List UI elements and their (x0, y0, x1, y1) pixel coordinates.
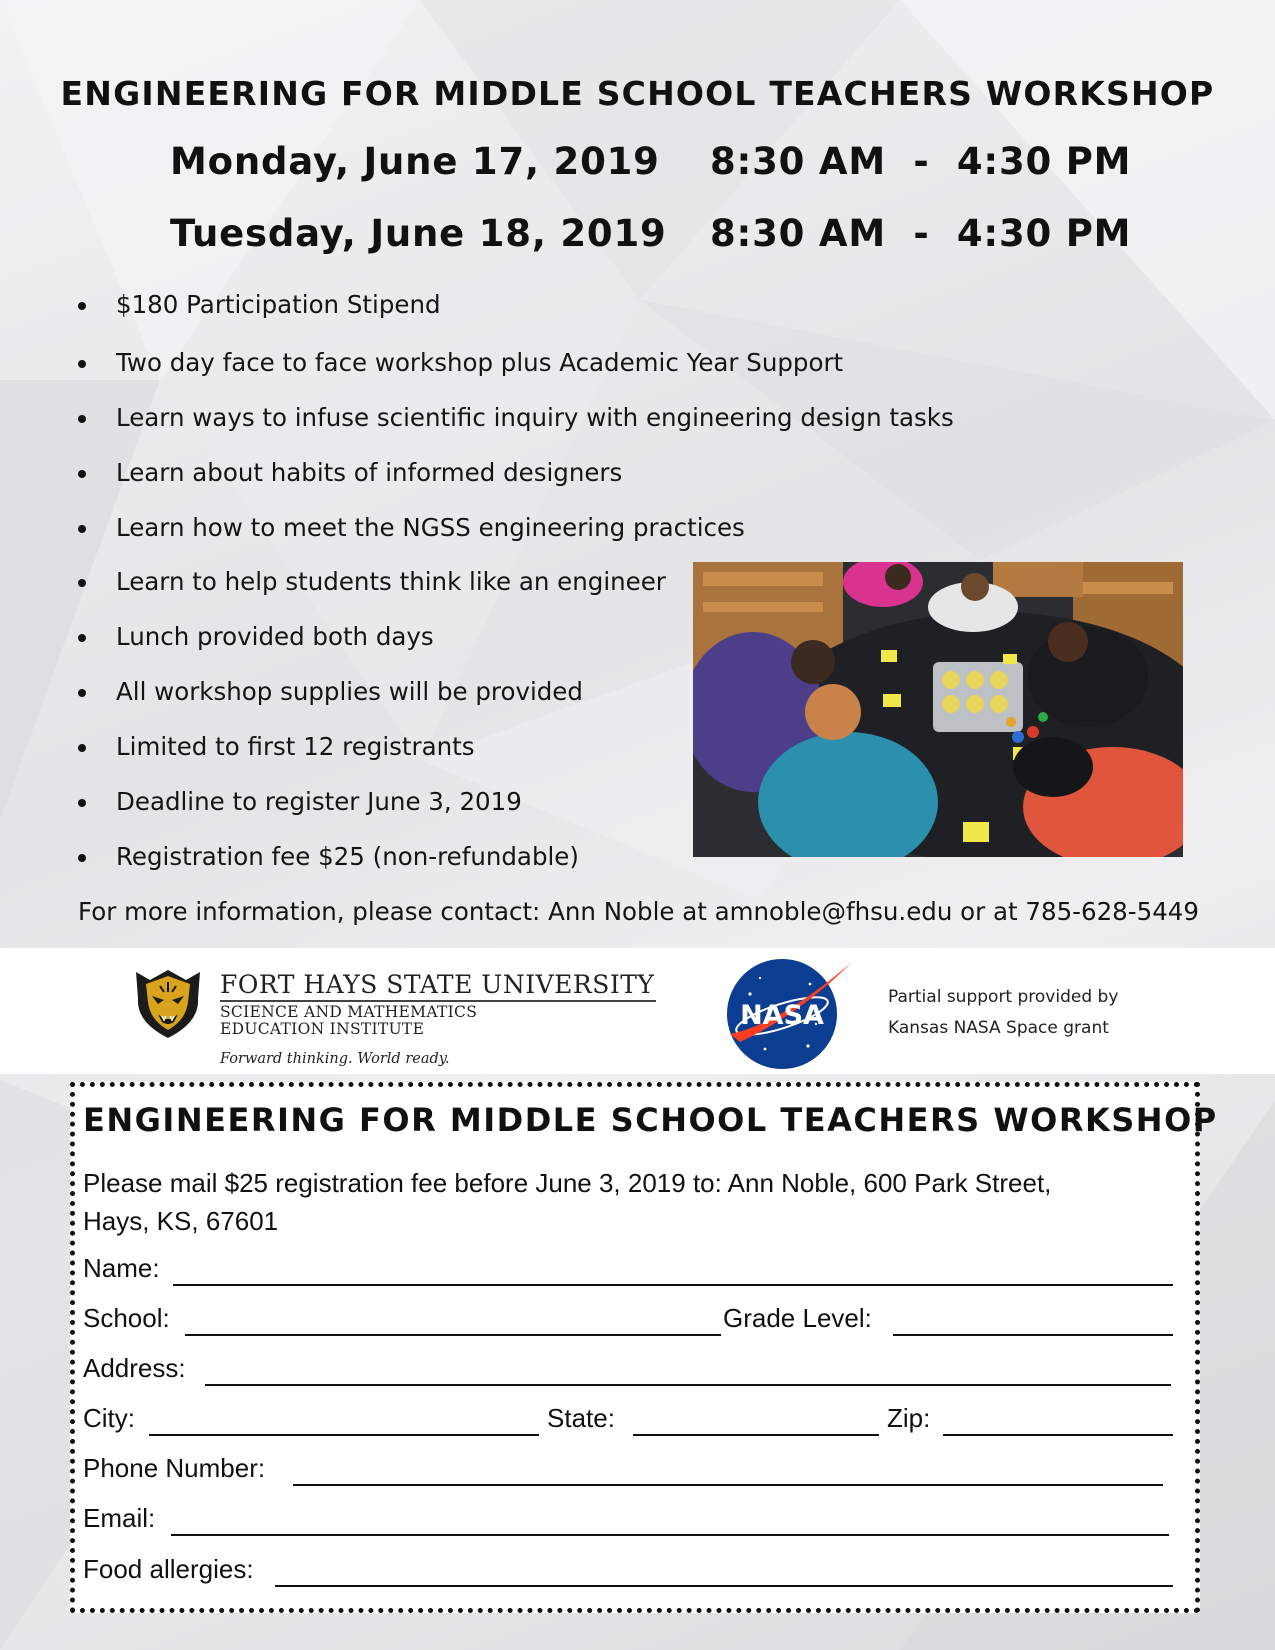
tiger-mascot-icon (128, 962, 208, 1042)
workshop-title: ENGINEERING FOR MIDDLE SCHOOL TEACHERS WORKSHOP (60, 74, 1215, 113)
city-input-line[interactable] (149, 1434, 539, 1436)
bullet-icon (78, 634, 86, 642)
zip-input-line[interactable] (943, 1434, 1173, 1436)
form-instructions-line2: Hays, KS, 67601 (83, 1206, 279, 1236)
field-label: Zip: (887, 1403, 931, 1433)
bullet-icon (78, 579, 86, 587)
fhsu-institute-line2: EDUCATION INSTITUTE (220, 1020, 425, 1038)
school-input-line[interactable] (185, 1334, 721, 1336)
bullet-icon (78, 470, 86, 478)
name-field[interactable] (83, 1253, 1173, 1293)
field-label: School: (83, 1303, 170, 1333)
support-note-line2: Kansas NASA Space grant (888, 1018, 1109, 1038)
field-label: Grade Level: (723, 1303, 872, 1333)
field-label: State: (547, 1403, 615, 1433)
address-field[interactable] (83, 1353, 1173, 1393)
food-allergies-input-line[interactable] (275, 1585, 1173, 1587)
phone-field[interactable] (83, 1453, 1173, 1493)
bullet-icon (78, 415, 86, 423)
fhsu-institute-line1: SCIENCE AND MATHEMATICS (220, 1003, 478, 1021)
field-label: City: (83, 1403, 135, 1433)
date-day: Monday, June 17, 2019 (170, 140, 660, 183)
grade-level-input-line[interactable] (893, 1334, 1173, 1336)
field-label: Food allergies: (83, 1554, 254, 1584)
field-label: Address: (83, 1353, 186, 1383)
date-row (0, 212, 1275, 262)
bullet-icon (78, 744, 86, 752)
phone-input-line[interactable] (293, 1484, 1163, 1486)
form-instructions-line1: Please mail $25 registration fee before June 3, 2019 to: Ann Noble, 600 Park Street, (83, 1168, 1052, 1198)
bullet-icon (78, 854, 86, 862)
nasa-wordmark: NASA (740, 1000, 824, 1031)
email-input-line[interactable] (171, 1534, 1169, 1536)
registration-form (70, 1082, 1218, 1613)
field-label: Name: (83, 1253, 160, 1283)
fhsu-tagline: Forward thinking. World ready. (220, 1051, 450, 1067)
sponsor-logo-band (0, 948, 1275, 1074)
nasa-logo-icon (720, 954, 860, 1072)
date-day: Tuesday, June 18, 2019 (170, 212, 667, 255)
bullet-icon (78, 689, 86, 697)
city-state-zip-field[interactable] (83, 1403, 1173, 1443)
contact-info: For more information, please contact: Ann Noble at amnoble@fhsu.edu or at 785-628-5449 (78, 897, 1199, 926)
bullet-icon (78, 525, 86, 533)
address-input-line[interactable] (205, 1384, 1171, 1386)
workshop-photo (693, 562, 1183, 857)
fhsu-name: FORT HAYS STATE UNIVERSITY (220, 970, 655, 999)
support-note-line1: Partial support provided by (888, 987, 1119, 1007)
name-input-line[interactable] (173, 1284, 1173, 1286)
date-row (0, 140, 1275, 190)
school-field[interactable] (83, 1303, 1173, 1343)
divider (220, 1000, 656, 1002)
field-label: Email: (83, 1503, 156, 1533)
state-input-line[interactable] (633, 1434, 879, 1436)
date-time: 8:30 AM - 4:30 PM (710, 212, 1132, 255)
bullet-icon (78, 302, 86, 310)
bullet-icon (78, 360, 86, 368)
date-time: 8:30 AM - 4:30 PM (710, 140, 1132, 183)
form-title: ENGINEERING FOR MIDDLE SCHOOL TEACHERS WORKSHOP (83, 1101, 1218, 1139)
support-note (888, 982, 1118, 1044)
food-allergies-field[interactable] (83, 1554, 1173, 1594)
email-field[interactable] (83, 1503, 1173, 1543)
form-instructions (83, 1164, 1183, 1240)
field-label: Phone Number: (83, 1453, 266, 1483)
bullet-icon (78, 799, 86, 807)
